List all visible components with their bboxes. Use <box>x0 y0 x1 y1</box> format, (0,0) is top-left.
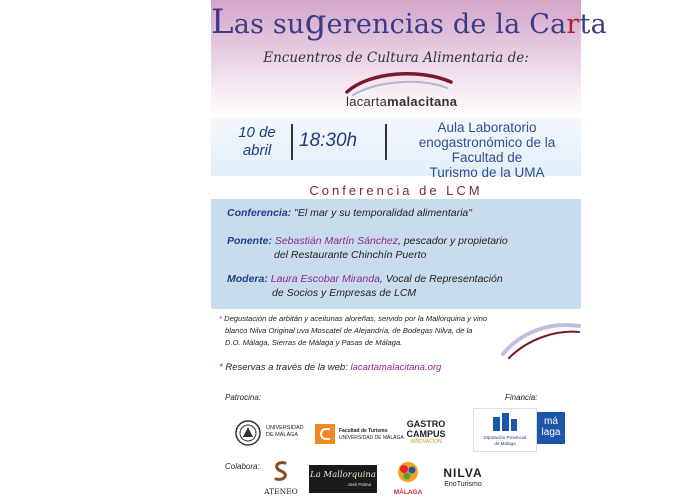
logo-part-2: malacitana <box>387 94 458 109</box>
title-part-5: r <box>566 9 580 40</box>
uma-line: DE MÁLAGA <box>266 432 299 438</box>
tasting-line: blanco Nilva Original uva Moscatel de Alejandría, de Bodegas Nilva, de la <box>225 326 473 335</box>
malaga-turismo-text: MÁLAGA <box>393 489 423 496</box>
diputacion-line: Diputación Provincial <box>483 435 527 440</box>
modera-text: , Vocal de Representación <box>379 273 503 285</box>
logo-part-1: lacarta <box>346 94 388 109</box>
decorative-swoosh <box>501 320 581 360</box>
ponente-line2: del Restaurante Chinchín Puerto <box>274 249 427 261</box>
modera-line2: de Socios y Empresas de LCM <box>272 287 417 299</box>
event-date <box>227 124 287 160</box>
venue-line: enogastronómico de la <box>418 135 556 150</box>
colabora-label: Colabora: <box>225 462 260 471</box>
program-conferencia <box>227 206 472 220</box>
conferencia-label: Conferencia: <box>227 207 292 219</box>
venue-line: Turismo de la UMA <box>429 165 545 180</box>
carta-logo-text <box>346 94 457 109</box>
gastro-campus-logo <box>401 420 451 454</box>
event-venue <box>395 120 579 180</box>
mallorquina-line: La Mallorquina <box>310 470 376 480</box>
diputacion-mark-icon <box>493 413 517 431</box>
ateneo-mark-icon <box>271 460 291 482</box>
conference-heading: Conferencia de LCM <box>309 183 483 198</box>
event-time: 18:30h <box>299 130 358 151</box>
title-part-3: g <box>304 2 327 42</box>
modera-label: Modera: <box>227 273 268 285</box>
uma-line: UNIVERSIDAD <box>266 425 304 431</box>
patrocina-label: Patrocina: <box>225 393 262 402</box>
gastro-line: INNOVACIÓN <box>410 439 442 445</box>
diputacion-logo <box>473 408 537 452</box>
malaga-turismo-mark-icon <box>395 460 421 484</box>
title-part-6: ta <box>579 9 607 40</box>
ponente-text: , pescador y propietario <box>398 235 508 247</box>
reservas <box>219 362 441 373</box>
event-poster <box>211 0 607 500</box>
tasting-note <box>219 313 549 349</box>
gastro-line: GASTRO <box>406 419 446 429</box>
nilva-line: EnoTurismo <box>444 481 482 488</box>
title-part-2: as su <box>233 9 305 40</box>
venue-line: Aula Laboratorio <box>437 120 537 135</box>
title-part-4: erencias de la Ca <box>326 9 567 40</box>
ponente-label: Ponente: <box>227 235 272 247</box>
poster-subtitle: Encuentros de Cultura Alimentaria de: <box>263 50 529 66</box>
program-ponente <box>227 234 508 262</box>
poster-title <box>211 2 607 42</box>
ateneo-logo <box>259 460 303 496</box>
modera-name: Laura Escobar Miranda <box>270 273 380 285</box>
asterisk: * <box>219 314 222 323</box>
turismo-logo <box>315 424 404 446</box>
nilva-logo <box>433 466 493 496</box>
malaga-line: laga <box>541 427 561 438</box>
turismo-mark-icon <box>315 424 335 444</box>
turismo-line: Facultad de Turismo <box>339 428 388 434</box>
program-modera <box>227 272 503 300</box>
nilva-line: NILVA <box>443 466 483 480</box>
divider <box>291 124 293 160</box>
date-line-2: abril <box>242 142 272 159</box>
malaga-turismo-logo <box>391 460 425 496</box>
mallorquina-logo <box>309 465 377 493</box>
tasting-line: D.O. Málaga, Sierras de Málaga y Pasas de Málaga. <box>225 338 403 347</box>
uma-logo <box>235 418 315 448</box>
asterisk: * <box>219 362 223 373</box>
diputacion-line: de Málaga <box>494 441 516 446</box>
financia-label: Financia: <box>505 393 538 402</box>
venue-line: Facultad de <box>451 150 523 165</box>
ponente-name: Sebastián Martín Sánchez <box>274 235 398 247</box>
tasting-line: Degustación de arbitán y aceitunas aloreñas, servido por la Mallorquina y vino <box>224 314 488 323</box>
uma-seal-icon <box>235 420 261 446</box>
date-line-1: 10 de <box>238 124 276 141</box>
gastro-line: CAMPUS <box>406 429 446 439</box>
reservas-link[interactable]: lacartamalacitana.org <box>350 362 442 373</box>
conferencia-text: "El mar y su temporalidad alimentaria" <box>294 207 472 219</box>
turismo-line: UNIVERSIDAD DE MÁLAGA <box>339 434 404 441</box>
reservas-label: Reservas a través de la web: <box>225 362 348 373</box>
malaga-line: má <box>544 416 558 427</box>
ateneo-text: ATENEO <box>264 487 298 496</box>
mallorquina-line: José Palma <box>347 482 371 487</box>
malaga-logo <box>537 412 565 444</box>
divider <box>385 124 387 160</box>
title-part-1: L <box>211 2 234 42</box>
